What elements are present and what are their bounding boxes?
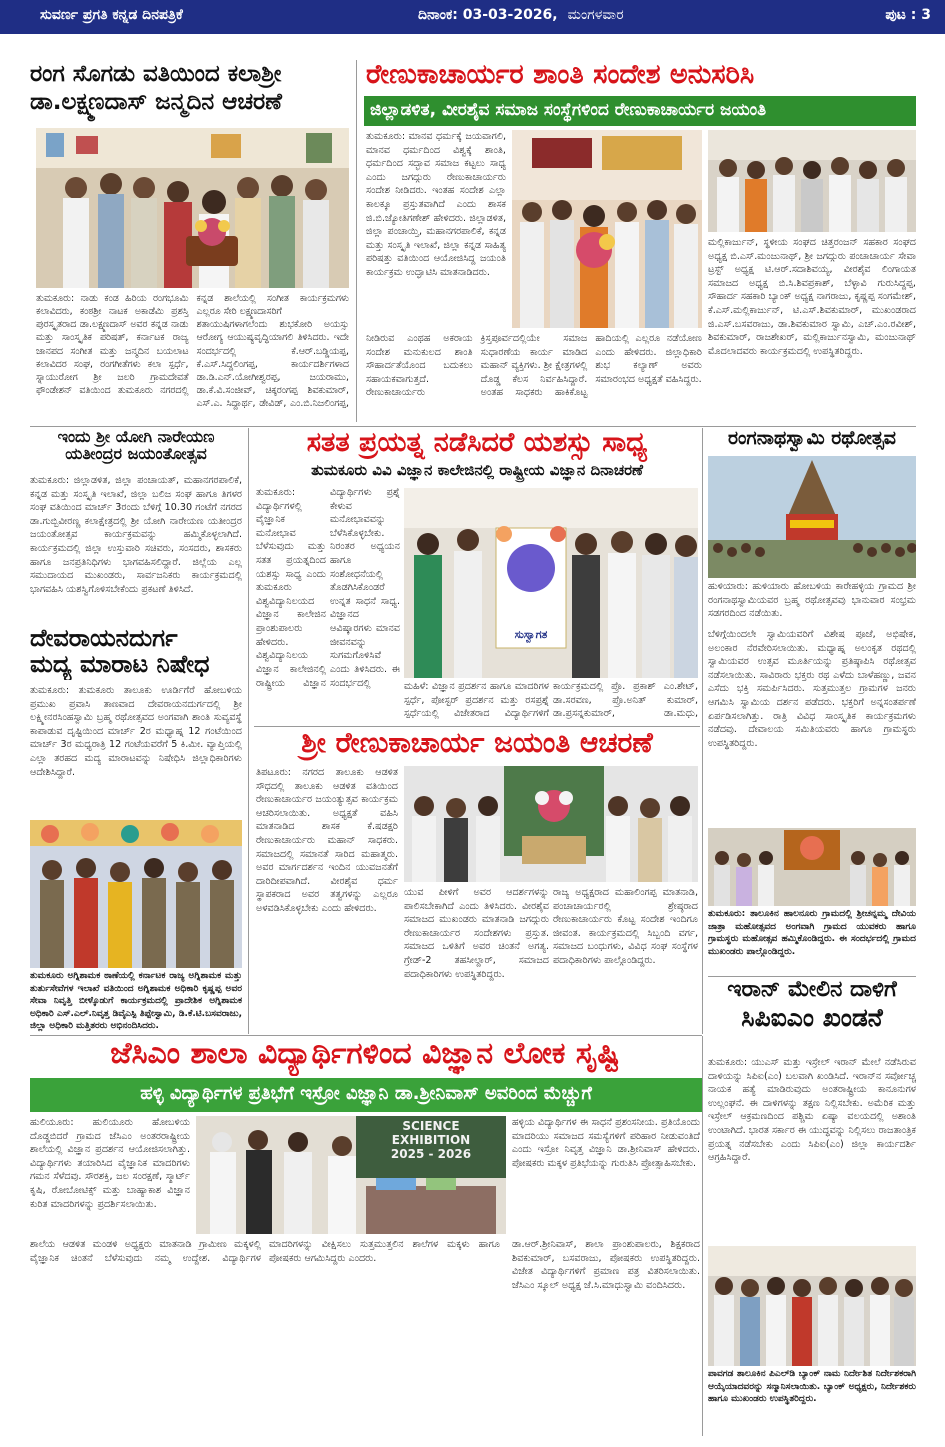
a3-body: ತುಮಕೂರು: ಜಿಲ್ಲಾಡಳಿತ, ಜಿಲ್ಲಾ ಪಂಚಾಯತ್, ಮಹಾನಗರಪಾಲಿಕೆ, ಕನ್ನಡ ಮತ್ತು ಸಂಸ್ಕೃತಿ ಇಲಾಖೆ, ಜಿಲ್ಲಾ ಬಲಿಜ ಸಂಘ ಹಾಗೂ ತಿಗಳರ ಸಂಘ ವತಿಯಿಂದ ಮಾರ್ಚ್ 3ರಂದು ಬೆಳಿಗ್ಗೆ 10.30 ಗಂಟೆಗೆ ನಗರದ ಡಾ.ಗುಬ್ಬಿವೀರಣ್ಣ ಕಲಾಕ್ಷೇತ್ರದಲ್ಲಿ ಶ್ರೀ ಯೋಗಿ ನಾರೇಯಣ ಯತೀಂದ್ರರ ಜಯಂತೋತ್ಸವ ಕಾರ್ಯಕ್ರಮವನ್ನು ಹಮ್ಮಿಕೊಳ್ಳಲಾಗಿದೆ. ಕಾರ್ಯಕ್ರಮದಲ್ಲಿ ಜಿಲ್ಲಾ ಉಸ್ತುವಾರಿ ಸಚಿವರು, ಸಂಸದರು, ಶಾಸಕರು ಹಾಗೂ ಜನಪ್ರತಿನಿಧಿಗಳು ಭಾಗವಹಿಸಲಿದ್ದಾರೆ. ಜಿಲ್ಲೆಯ ಎಲ್ಲ ಸಮುದಾಯದ ಮುಖಂಡರು, ಸಾರ್ವಜನಿಕರು ಕಾರ್ಯಕ್ರಮದಲ್ಲಿ ಭಾಗವಹಿಸಿ ಯಶಸ್ವಿಗೊಳಿಸಬೇಕೆಂದು ಪ್ರಕಟಣೆ ತಿಳಿಸಿದೆ. [30,475,242,595]
a2-body: ನೀಡಿರುವ ಎಂಥಹ ಅಕರಾಯ ಸಂದೇಶ ಮನುಕುಲದ ಶಾಂತಿ ಸೌಹಾರ್ದತೆಯೊಂದ ಬದುಕಲು ಸಹಾಯಕವಾಗುತ್ತದೆ. ರೇಣುಕಾಚಾರ್ಯರು ಕ್ರಿಸ್ತಪೂರ್ವದಲ್ಲಿಯೇ ಸಮಾಜ ಸುಧಾರಣೆಯ ಕಾರ್ಯ ಮಾಡಿದ ಮಹಾನ್ ವ್ಯಕ್ತಿಗಳು. ಶ್ರೀ ಕ್ಷೇತ್ರಗಳಲ್ಲಿ ದೊಡ್ಡ ಕೆಲಸ ನಿರ್ವಹಿಸಿದ್ದಾರೆ. ಅಂತಹ ಸಾಧಕರು ಹಾಕಿಕೊಟ್ಟ ಹಾದಿಯಲ್ಲಿ ಎಲ್ಲರೂ ನಡೆಯೋಣ ಎಂದು ಹೇಳಿದರು. ಜಿಲ್ಲಾಧಿಕಾರಿ ಶುಭ ಕಲ್ಯಾಣ್ ಅವರು ಸಮಾರಂಭದ ಅಧ್ಯಕ್ಷತೆ ವಹಿಸಿದ್ದರು. [366,333,702,399]
a4-col1: ತುಮಕೂರು: ವಿದ್ಯಾರ್ಥಿಗಳಲ್ಲಿ ವೈಜ್ಞಾನಿಕ ಮನೋಭಾವ ಬೆಳೆಸುವುದು ಮತ್ತು ಸತತ ಪ್ರಯತ್ನದಿಂದ ಯಶಸ್ಸು ಸಾಧ್ಯ ಎಂದು ತುಮಕೂರು ವಿಶ್ವವಿದ್ಯಾನಿಲಯದ ವಿಜ್ಞಾನ ಕಾಲೇಜಿನ ಪ್ರಾಂಶುಪಾಲರು ಹೇಳಿದರು. ವಿಶ್ವವಿದ್ಯಾನಿಲಯ ವಿಜ್ಞಾನ ಕಾಲೇಜಿನಲ್ಲಿ ರಾಷ್ಟ್ರೀಯ ವಿಜ್ಞಾನ [256,487,326,689]
a2-jayanti-photo [512,130,702,328]
a2-lead: ತುಮಕೂರು: ಮಾನವ ಧರ್ಮಕ್ಕೆ ಜಯವಾಗಲಿ, ಮಾನವ ಧರ್ಮದಿಂದ ವಿಶ್ವಕ್ಕೆ ಶಾಂತಿ, ಧರ್ಮದಿಂದ ಸದ್ಭಾವ ಸಮಾಜ ಕಟ್ಟಲು ಸಾಧ್ಯ ಎಂದು ಜಗದ್ಗುರು ರೇಣುಕಾಚಾರ್ಯರು ಸಂದೇಶ ನೀಡಿದರು. ಇಂತಹ ಸಂದೇಶ ಎಲ್ಲಾ ಕಾಲಕ್ಕೂ ಪ್ರಸ್ತುತವಾಗಿದೆ ಎಂದು ಶಾಸಕ ಜಿ.ಬಿ.ಜ್ಯೋತಿಗಣೇಶ್ ಹೇಳಿದರು. ಜಿಲ್ಲಾಡಳಿತ, ಜಿಲ್ಲಾ ಪಂಚಾಯ್ತಿ, ಮಹಾನಗರಪಾಲಿಕೆ, ಕನ್ನಡ ಮತ್ತು ಸಂಸ್ಕೃತಿ ಇಲಾಖೆ, ಜಿಲ್ಲಾ ಕನ್ನಡ ಸಾಹಿತ್ಯ ಪರಿಷತ್ತು ವತಿಯಿಂದ ಆಯೋಜಿಸಿದ್ದ ಜಯಂತಿ ಕಾರ್ಯಕ್ರಮ ಉದ್ಘಾಟಿಸಿ ಮಾತನಾಡಿದರು. [366,131,506,279]
a9-exhibition-photo [196,1116,506,1234]
a4-subheadline: ತುಮಕೂರು ವಿವಿ ವಿಜ್ಞಾನ ಕಾಲೇಜಿನಲ್ಲಿ ರಾಷ್ಟ್ರೀಯ ವಿಜ್ಞಾನ ದಿನಾಚರಣೆ [311,462,643,479]
paper-name: ಸುವರ್ಣ ಪ್ರಗತಿ ಕನ್ನಡ ದಿನಪತ್ರಿಕೆ [40,7,183,23]
a9-board-line3: 2025 - 2026 [390,1146,472,1161]
a7-headline: ಶ್ರೀ ರೇಣುಕಾಚಾರ್ಯ ಜಯಂತಿ ಆಚರಣೆ [301,728,653,759]
a2-subheadline-bar: ಜಿಲ್ಲಾಡಳಿತ, ವೀರಶೈವ ಸಮಾಜ ಸಂಸ್ಥೆಗಳಿಂದ ರೇಣುಕಾಚಾರ್ಯರ ಜಯಂತಿ [364,96,916,126]
a9-subheadline-bar: ಹಳ್ಳಿ ವಿದ್ಯಾರ್ಥಿಗಳ ಪ್ರತಿಭೆಗೆ ಇಸ್ರೋ ವಿಜ್ಞಾನಿ ಡಾ.ಶ್ರೀನಿವಾಸ್ ಅವರಿಂದ ಮೆಚ್ಚುಗೆ [30,1078,702,1112]
a8-bank-photo [708,1246,916,1366]
weekday: ಮಂಗಳವಾರ [567,7,624,23]
a2-right-column: ಮಲ್ಲಿಕಾರ್ಜುನ್, ಸ್ಥಳೀಯ ಸಂಘದ ಚಿತ್ತರಂಜನ್ ಸಹಕಾರ ಸಂಘದ ಅಧ್ಯಕ್ಷ ಬಿ.ಎಸ್.ಮಂಜುನಾಥ್, ಶ್ರೀ ಜಗದ್ಗುರು ಪಂಚಾಚಾರ್ಯ ಸೇವಾ ಟ್ರಸ್ಟ್ ಅಧ್ಯಕ್ಷ ಟಿ.ಆರ್.ಸದಾಶಿವಯ್ಯ, ವೀರಶೈವ ಲಿಂಗಾಯತ ಸಮಾಜದ ಅಧ್ಯಕ್ಷ ಬಿ.ಸಿ.ಶಿವಪ್ರಕಾಶ್, ಬೆಳ್ಳಾವಿ ಗುರುಸಿದ್ದಪ್ಪ, ಸೌಹಾರ್ದ ಸಹಕಾರಿ ಬ್ಯಾಂಕ್ ಅಧ್ಯಕ್ಷ ನಾಗರಾಜು, ಕೃಷ್ಣಪ್ಪ ಸಂಗಮೇಶ್, ಕೆ.ಎಸ್.ಮಲ್ಲಿಕಾರ್ಜುನ್, ಟಿ.ಎಸ್.ಶಿವಕುಮಾರ್, ಮುಖಂಡರಾದ ಜಿ.ಎಸ್.ಬಸವರಾಜು, ಡಾ.ಶಿವಕುಮಾರ ಸ್ವಾಮಿ, ಎಚ್.ಎಂ.ರವೀಶ್, ಶಿವಕುಮಾರ್, ರಾಜಶೇಖರ್, ಮಲ್ಲಿಕಾರ್ಜುನಸ್ವಾಮಿ, ಮಂಜುನಾಥ್ ಮೊದಲಾದವರು ಕಾರ್ಯಕ್ರಮದಲ್ಲಿ ಉಪಸ್ಥಿತರಿದ್ದರು. [708,237,916,357]
a4-col2: ವಿದ್ಯಾರ್ಥಿಗಳು ಪ್ರಶ್ನೆ ಕೇಳುವ ಮನೋಭಾವವನ್ನು ಬೆಳೆಸಿಕೊಳ್ಳಬೇಕು. ನಿರಂತರ ಅಧ್ಯಯನ ಹಾಗೂ ಸಂಶೋಧನೆಯಲ್ಲಿ ತೊಡಗಿಸಿಕೊಂಡರೆ ಉನ್ನತ ಸಾಧನೆ ಸಾಧ್ಯ. ವಿಜ್ಞಾನದ ಆವಿಷ್ಕಾರಗಳು ಮಾನವ ಜೀವನವನ್ನು ಸುಗಮಗೊಳಿಸಿವೆ ಎಂದು ತಿಳಿಸಿದರು. ಈ ಸಂದರ್ಭದಲ್ಲಿ [330,487,400,689]
a4-col3: ಮಹಿಳೆ: ವಿಜ್ಞಾನ ಪ್ರದರ್ಶನ ಹಾಗೂ ಮಾದರಿಗಳ ಸ್ಪರ್ಧೆ, ಪೋಸ್ಟರ್ ಪ್ರದರ್ಶನ ಮತ್ತು ರಸಪ್ರಶ್ನೆ ಸ್ಪರ್ಧೆಯಲ್ಲಿ ವಿಜೇತರಾದ ವಿದ್ಯಾರ್ಥಿಗಳಿಗೆ [404,681,549,720]
a6-fire-station-photo [30,820,242,968]
issue-date: ದಿನಾಂಕ: 03-03-2026, ಮಂಗಳವಾರ [418,7,624,23]
a8-body: ತುಮಕೂರು: ಯುಎಸ್ ಮತ್ತು ಇಸ್ರೇಲ್ ಇರಾನ್ ಮೇಲೆ ನಡೆಸಿರುವ ದಾಳಿಯನ್ನು ಸಿಪಿಐ(ಎಂ) ಬಲವಾಗಿ ಖಂಡಿಸಿದೆ. ಇರಾನ್‌ನ ಸರ್ವೋಚ್ಚ ನಾಯಕ ಹತ್ಯೆ ಮಾಡಿರುವುದು ಅಂತರಾಷ್ಟ್ರೀಯ ಕಾನೂನುಗಳ ಉಲ್ಲಂಘನೆ. ಈ ದಾಳಿಗಳನ್ನು ತಕ್ಷಣ ನಿಲ್ಲಿಸಬೇಕು. ಅಮೆರಿಕ ಮತ್ತು ಇಸ್ರೇಲ್ ಆಕ್ರಮಣದಿಂದ ಪಶ್ಚಿಮ ಏಷ್ಯಾ ವಲಯದಲ್ಲಿ ಅಶಾಂತಿ ಉಂಟಾಗಿದೆ. ಭಾರತ ಸರ್ಕಾರ ಈ ಯುದ್ಧವನ್ನು ನಿಲ್ಲಿಸಲು ರಾಜತಾಂತ್ರಿಕ ಪ್ರಯತ್ನ ನಡೆಸಬೇಕು ಎಂದು ಸಿಪಿಐ(ಎಂ) ಜಿಲ್ಲಾ ಕಾರ್ಯದರ್ಶಿ ಆಗ್ರಹಿಸಿದ್ದಾರೆ. [708,1057,916,1164]
a6-headline: ದೇವರಾಯನದುರ್ಗ ಮದ್ಯ ಮಾರಾಟ ನಿಷೇಧ [30,626,210,678]
page-number: ಪುಟ : 3 [885,7,931,23]
a9-board-line1: SCIENCE [402,1119,460,1133]
a7-col4: ರಾಜ್ಯ ಅಧ್ಯಕ್ಷರಾದ ಮಹಾಲಿಂಗಪ್ಪ ಮಾತನಾಡಿ, ಪಂಚಾಚಾರ್ಯರಲ್ಲಿ ಶ್ರೇಷ್ಠರಾದ ರೇಣುಕಾಚಾರ್ಯರು ಕೊಟ್ಟ ಸಂದೇಶ ಇಂದಿಗೂ ಜೀವಂತ. ಕಾರ್ಯಕ್ರಮದಲ್ಲಿ ಸಿಬ್ಬಂದಿ ವರ್ಗ, ಸಮಾಜದ ಬಂಧುಗಳು, ವಿವಿಧ ಸಂಘ ಸಂಸ್ಥೆಗಳ ಪದಾಧಿಕಾರಿಗಳು ಪಾಲ್ಗೊಂಡಿದ್ದರು. [553,887,698,967]
a8-headline: ಇರಾನ್ ಮೇಲಿನ ದಾಳಿಗೆ ಸಿಪಿಐಎಂ ಖಂಡನೆ [727,978,897,1032]
a6-body: ತುಮಕೂರು: ತುಮಕೂರು ತಾಲೂಕು ಊರ್ಡಿಗೆರೆ ಹೋಬಳಿಯ ಪ್ರಮುಖ ಪ್ರವಾಸಿ ತಾಣವಾದ ದೇವರಾಯನದುರ್ಗದಲ್ಲಿ ಶ್ರೀ ಲಕ್ಷ್ಮೀನರಸಿಂಹಸ್ವಾಮಿ ಬ್ರಹ್ಮ ರಥೋತ್ಸವದ ಅಂಗವಾಗಿ ಶಾಂತಿ ಸುವ್ಯವಸ್ಥೆ ಕಾಪಾಡುವ ದೃಷ್ಟಿಯಿಂದ ಮಾರ್ಚ್ 2ರ ಮಧ್ಯಾಹ್ನ 12 ಗಂಟೆಯಿಂದ ಮಾರ್ಚ್ 3ರ ಮಧ್ಯರಾತ್ರಿ 12 ಗಂಟೆಯವರೆಗೆ 5 ಕಿ.ಮೀ. ವ್ಯಾಪ್ತಿಯಲ್ಲಿ ಎಲ್ಲಾ ತರಹದ ಮದ್ಯ ಮಾರಾಟವನ್ನು ನಿಷೇಧಿಸಿ ಜಿಲ್ಲಾಧಿಕಾರಿಗಳು ಆದೇಶಿಸಿದ್ದಾರೆ. [30,685,242,778]
a1-headline: ರಂಗ ಸೊಗಡು ವತಿಯಿಂದ ಕಲಾಶ್ರೀ ಡಾ.ಲಕ್ಷ್ಮಣದಾಸ್ ಜನ್ಮದಿನ ಆಚರಣೆ [30,62,282,115]
divider [30,426,916,427]
a5-body: ಬೆಳಿಗ್ಗೆಯಿಂದಲೇ ಸ್ವಾಮಿಯವರಿಗೆ ವಿಶೇಷ ಪೂಜೆ, ಅಭಿಷೇಕ, ಅಲಂಕಾರ ನೆರವೇರಿಸಲಾಯಿತು. ಮಧ್ಯಾಹ್ನ ಅಲಂಕೃತ ರಥದಲ್ಲಿ ಸ್ವಾಮಿಯವರ ಉತ್ಸವ ಮೂರ್ತಿಯನ್ನು ಪ್ರತಿಷ್ಠಾಪಿಸಿ ರಥೋತ್ಸವ ನಡೆಸಲಾಯಿತು. ಸಾವಿರಾರು ಭಕ್ತರು ರಥ ಎಳೆದು ಬಾಳೆಹಣ್ಣು, ಜವನ ಎಸೆದು ಭಕ್ತಿ ಸಮರ್ಪಿಸಿದರು. ಸುತ್ತಮುತ್ತಲ ಗ್ರಾಮಗಳ ಜನರು ಆಗಮಿಸಿ ಸ್ವಾಮಿಯ ದರ್ಶನ ಪಡೆದರು. ಭಕ್ತರಿಗೆ ಅನ್ನಸಂತರ್ಪಣೆ ಏರ್ಪಡಿಸಲಾಗಿತ್ತು. ರಾತ್ರಿ ವಿವಿಧ ಸಾಂಸ್ಕೃತಿಕ ಕಾರ್ಯಕ್ರಮಗಳು ನಡೆದವು. ದೇವಾಲಯ ಸಮಿತಿಯವರು ಹಾಗೂ ಗ್ರಾಮಸ್ಥರು ಉಪಸ್ಥಿತರಿದ್ದರು. [708,629,916,749]
divider [356,60,357,422]
a8-caption: ಪಾವಗಡ ತಾಲೂಕಿನ ಪಿಎಲ್‌ಡಿ ಬ್ಯಾಂಕ್ ನಾಮ ನಿರ್ದೇಶಿತ ನಿರ್ದೇಶಕರಾಗಿ ಆಯ್ಕೆಯಾದವರನ್ನು ಸನ್ಮಾನಿಸಲಾಯಿತು. ಬ್ಯಾಂಕ್ ಅಧ್ಯಕ್ಷರು, ನಿರ್ದೇಶಕರು ಹಾಗೂ ಮುಖಂಡರು ಉಪಸ್ಥಿತರಿದ್ದರು. [708,1369,916,1405]
a6-caption: ತುಮಕೂರು ಅಗ್ನಿಶಾಮಕ ಠಾಣೆಯಲ್ಲಿ ಕರ್ನಾಟಕ ರಾಜ್ಯ ಅಗ್ನಿಶಾಮಕ ಮತ್ತು ತುರ್ತುಸೇವೆಗಳ ಇಲಾಖೆ ವತಿಯಿಂದ ಅಗ್ನಿಶಾಮಕ ಅಧಿಕಾರಿ ಕೃಷ್ಣಪ್ಪ ಅವರ ಸೇವಾ ನಿವೃತ್ತಿ ಬೀಳ್ಕೊಡುಗೆ ಕಾರ್ಯಕ್ರಮದಲ್ಲಿ ಪ್ರಾದೇಶಿಕ ಅಗ್ನಿಶಾಮಕ ಅಧಿಕಾರಿ ಎಸ್.ಎಲ್.ನಿವೃತ್ತ ಡಿವೈಎಸ್ಪಿ ತಿಪ್ಪೇಸ್ವಾಮಿ, ಡಿ.ಕೆ.ಟಿ.ಬಸವರಾಜು, ಜಿಲ್ಲಾ ಅಧಿಕಾರಿ ಮತ್ತಿತರರು ಅಭಿನಂದಿಸಿದರು. [30,971,242,1032]
a7-jayanti-photo [404,766,698,882]
a9-col2: ಹಳ್ಳಿಯ ವಿದ್ಯಾರ್ಥಿಗಳ ಈ ಸಾಧನೆ ಪ್ರಶಂಸನೀಯ. ಪ್ರತಿಯೊಂದು ಮಾದರಿಯು ಸಮಾಜದ ಸಮಸ್ಯೆಗಳಿಗೆ ಪರಿಹಾರ ನೀಡುವಂತಿದೆ ಎಂದು ಇಸ್ರೋ ನಿವೃತ್ತ ವಿಜ್ಞಾನಿ ಡಾ.ಶ್ರೀನಿವಾಸ್ ಹೇಳಿದರು. ಪೋಷಕರು ಮಕ್ಕಳ ಪ್ರತಿಭೆಯನ್ನು ಗುರುತಿಸಿ ಪ್ರೋತ್ಸಾಹಿಸಬೇಕು. [512,1117,700,1169]
divider [30,1035,702,1036]
divider [702,1036,703,1436]
a7-col1: ತಿಪಟೂರು: ನಗರದ ತಾಲೂಕು ಆಡಳಿತ ಸೌಧದಲ್ಲಿ ತಾಲೂಕು ಆಡಳಿತ ವತಿಯಿಂದ ರೇಣುಕಾಚಾರ್ಯರ ಜಯಂತ್ಯುತ್ಸವ ಕಾರ್ಯಕ್ರಮ ಆಚರಿಸಲಾಯಿತು. ಅಧ್ಯಕ್ಷತೆ ವಹಿಸಿ ಮಾತನಾಡಿದ ಶಾಸಕ ಕೆ.ಷಡಕ್ಷರಿ ರೇಣುಕಾಚಾರ್ಯರು ಮಹಾನ್ ಸಾಧಕರು. ಸಮಾಜದಲ್ಲಿ ಸಮಾನತೆ ಸಾರಿದ ಮಹಾತ್ಮರು. ಅವರ ಮಾರ್ಗದರ್ಶನ ಇಂದಿನ ಯುವಜನತೆಗೆ ದಾರಿದೀಪವಾಗಿದೆ. ವೀರಶೈವ ಧರ್ಮ ಸ್ಥಾಪಕರಾದ ಅವರ ತತ್ವಗಳನ್ನು ಎಲ್ಲರೂ ಅಳವಡಿಸಿಕೊಳ್ಳಬೇಕು ಎಂದು ಹೇಳಿದರು. [256,767,398,915]
a9-col1: ಹುಲಿಯೂರು: ಹುಲಿಯೂರು ಹೋಬಳಿಯ ದೊಡ್ಡಬಿದರೆ ಗ್ರಾಮದ ಜೆಸಿಎಂ ಅಂತರರಾಷ್ಟ್ರೀಯ ಶಾಲೆಯಲ್ಲಿ ವಿಜ್ಞಾನ ಪ್ರದರ್ಶನ ಆಯೋಜಿಸಲಾಗಿತ್ತು. ವಿದ್ಯಾರ್ಥಿಗಳು ತಯಾರಿಸಿದ ವೈಜ್ಞಾನಿಕ ಮಾದರಿಗಳು ಗಮನ ಸೆಳೆದವು. ಸೌರಶಕ್ತಿ, ಜಲ ಸಂರಕ್ಷಣೆ, ಸ್ಮಾರ್ಟ್ ಕೃಷಿ, ರೋಬೋಟಿಕ್ಸ್ ಮತ್ತು ಬಾಹ್ಯಾಕಾಶ ವಿಜ್ಞಾನ ಕುರಿತ ಮಾದರಿಗಳನ್ನು ಪ್ರದರ್ಶಿಸಲಾಯಿತು. [30,1117,190,1210]
masthead [0,0,945,34]
a9-body-right: ಡಾ.ಆರ್.ಶ್ರೀನಿವಾಸ್, ಶಾಲಾ ಪ್ರಾಂಶುಪಾಲರು, ಶಿಕ್ಷಕರಾದ ಶಿವಕುಮಾರ್, ಬಸವರಾಜು, ಪೋಷಕರು ಉಪಸ್ಥಿತರಿದ್ದರು. ವಿಜೇತ ವಿದ್ಯಾರ್ಥಿಗಳಿಗೆ ಪ್ರಮಾಣ ಪತ್ರ ವಿತರಿಸಲಾಯಿತು. ಜೆಸಿಎಂ ಸ್ಕೂಲ್ ಅಧ್ಯಕ್ಷ ಜೆ.ಸಿ.ಮಾಧುಸ್ವಾಮಿ ವಂದಿಸಿದರು. [512,1239,700,1291]
divider [702,428,703,1034]
a7-col3: ಯುವ ಪೀಳಿಗೆ ಅವರ ಆದರ್ಶಗಳನ್ನು ಪಾಲಿಸಬೇಕಾಗಿದೆ ಎಂದು ತಿಳಿಸಿದರು. ವೀರಶೈವ ಸಮಾಜದ ಮುಖಂಡರು ಮಾತನಾಡಿ ಜಗದ್ಗುರು ರೇಣುಕಾಚಾರ್ಯರ ಸಂದೇಶಗಳು ಪ್ರಸ್ತುತ. ಸಮಾಜದ ಒಳಿತಿಗೆ ಅವರ ಚಿಂತನೆ ಅಗತ್ಯ. ಗ್ರೇಡ್-2 ತಹಸೀಲ್ದಾರ್, ಸಮಾಜದ ಪದಾಧಿಕಾರಿಗಳು ಉಪಸ್ಥಿತರಿದ್ದರು. [404,887,549,980]
a1-body: ತುಮಕೂರು: ನಾಡು ಕಂಡ ಹಿರಿಯ ರಂಗಭೂಮಿ ಕಲಾವಿದರು, ಕಂಠಶ್ರೀ ನಾಟಕ ಅಕಾಡೆಮಿ ಪ್ರಶಸ್ತಿ ಪುರಸ್ಕೃತರಾದ ಡಾ.ಲಕ್ಷ್ಮಣದಾಸ್ ಅವರ ಕನ್ನಡ ನಾಡು ಮತ್ತು ಸಾಂಸ್ಕೃತಿಕ ಪರಿಷತ್, ಕರ್ನಾಟಕ ರಾಜ್ಯ ಜಾನಪದ ಸಂಗೀತ ಮತ್ತು ಜನ್ಮದಿನ ಬಯಲಾಟ ಕಲಾವಿದರ ಸಂಘ, ರಂಗಗೀತೆಗಳು ಕಲಾ ಸ್ಪರ್ಧೆ, ಸ್ನಾಯುರೋಗ ಶ್ರೀ ಜಲರಿ ಗ್ರಾಮದೇವತೆ ಫೌಂಡೇಶನ್ ವತಿಯಿಂದ ತುಮಕೂರು ನಗರದಲ್ಲಿ ಕನ್ನಡ ಶಾಲೆಯಲ್ಲಿ ಸಂಗೀತ ಕಾರ್ಯಕ್ರಮಗಳು ಎಲ್ಲರೂ ಸೇರಿ ಲಕ್ಷ್ಮಣದಾಸರಿಗೆ ಶತಾಯುಷಿಗಳಾಗಲೆಂದು ಶುಭಕೋರಿ ಅಯಸ್ಸು ಆರೋಗ್ಯ ಆಯುಷ್ಯವೃದ್ಧಿಯಾಗಲಿ ತಿಳಿಸಿದರು. ಇದೇ ಸಂದರ್ಭದಲ್ಲಿ ಕೆ.ಆರ್.ಬಡ್ಡಿಯಪ್ಪ, ಕೆ.ಎಸ್.ಸಿದ್ದಲಿಂಗಪ್ಪ, ಕಾರ್ಯದರ್ಶಿಗಳಾದ ಡಾ.ಡಿ.ಎನ್.ಯೋಗೀಶ್ವರಪ್ಪ, ಜಯರಾಮು, ಡಾ.ಕೆ.ವಿ.ಸಂಜೀವ್, ಚಿಕ್ಕರಂಗಪ್ಪ ಶಿವಕುಮಾರ್, ಎಸ್.ಎ. ಸಿದ್ದಾರ್ಥ, ಡೇವಿಡ್, ಎಂ.ಬಿ.ನಿಜಲಿಂಗಪ್ಪ, [36,293,349,410]
a9-body-left: ಶಾಲೆಯ ಆಡಳಿತ ಮಂಡಳಿ ಅಧ್ಯಕ್ಷರು ಮಾತನಾಡಿ ಗ್ರಾಮೀಣ ಮಕ್ಕಳಲ್ಲಿ ವೈಜ್ಞಾನಿಕ ಚಿಂತನೆ ಬೆಳೆಸುವುದು ನಮ್ಮ ಉದ್ದೇಶ. ವಿದ್ಯಾರ್ಥಿಗಳ ಮಾದರಿಗಳನ್ನು ವೀಕ್ಷಿಸಲು ಸುತ್ತಮುತ್ತಲಿನ ಶಾಲೆಗಳ ಮಕ್ಕಳು ಹಾಗೂ ಪೋಷಕರು ಆಗಮಿಸಿದ್ದರು ಎಂದರು. [30,1239,500,1264]
a4-headline: ಸತತ ಪ್ರಯತ್ನ ನಡೆಸಿದರೆ ಯಶಸ್ಸು ಸಾಧ್ಯ [306,428,648,458]
a3-headline: ಇಂದು ಶ್ರೀ ಯೋಗಿ ನಾರೇಯಣ ಯತೀಂದ್ರರ ಜಯಂತೋತ್ಸವ [57,428,215,464]
a4-col1b [256,694,396,724]
divider [254,726,700,727]
a9-board-line2: EXHIBITION [391,1132,471,1147]
divider [708,976,916,977]
a4-welcome-banner: ಸುಸ್ವಾಗತ [514,628,548,641]
a5-headline: ರಂಗನಾಥಸ್ವಾಮಿ ರಥೋತ್ಸವ [727,428,897,449]
a2-headline: ರೇಣುಕಾಚಾರ್ಯರ ಶಾಂತಿ ಸಂದೇಶ ಅನುಸರಿಸಿ [366,60,755,90]
a2-group-photo [708,130,916,232]
a9-blackboard [356,1116,506,1178]
a4-col4: ಕಾರ್ಯಕ್ರಮದಲ್ಲಿ ಪ್ರೊ. ಪ್ರಕಾಶ್ ಎಂ.ಶೇಟ್, ಡಾ.ಸರವಣ, ಪ್ರೊ.ಅನಿತ್ ಕುಮಾರ್, ಡಾ.ಪ್ರಸನ್ನಕುಮಾರ್, ಡಾ.ಮಧು, [553,681,698,720]
a4-science-day-photo [404,488,698,678]
a1-birthday-photo [36,128,349,288]
a5-lead: ಹುಳಿಯಾರು: ಹುಳಿಯಾರು ಹೋಬಳಿಯ ಕಾರೇಹಳ್ಳಿಯ ಗ್ರಾಮದ ಶ್ರೀ ರಂಗನಾಥಸ್ವಾಮಿಯವರ ಬ್ರಹ್ಮ ರಥೋತ್ಸವವು ಭಾನುವಾರ ಸಂಭ್ರಮ ಸಡಗರದಿಂದ ನಡೆಯಿತು. [708,581,916,620]
a5-chariot-photo [708,456,916,578]
a9-headline: ಜೆಸಿಎಂ ಶಾಲಾ ವಿದ್ಯಾರ್ಥಿಗಳಿಂದ ವಿಜ್ಞಾನ ಲೋಕ ಸೃಷ್ಟಿ [110,1038,620,1071]
a5-village-photo [708,828,916,906]
divider [248,428,249,1034]
a5-caption: ತುಮಕೂರು: ತಾಲೂಕಿನ ಹಾಲನೂರು ಗ್ರಾಮದಲ್ಲಿ ಶ್ರೀಚನ್ನಮ್ಮ ದೇವಿಯ ಜಾತ್ರಾ ಮಹೋತ್ಸವದ ಅಂಗವಾಗಿ ಗ್ರಾಮದ ಯುವಕರು ಹಾಗೂ ಗ್ರಾಮಸ್ಥರು ಮಹೋತ್ಸವ ಹಮ್ಮಿಕೊಂಡಿದ್ದರು. ಈ ಸಂದರ್ಭದಲ್ಲಿ ಗ್ರಾಮದ ಮುಖಂಡರು ಪಾಲ್ಗೊಂಡಿದ್ದರು. [708,909,916,957]
